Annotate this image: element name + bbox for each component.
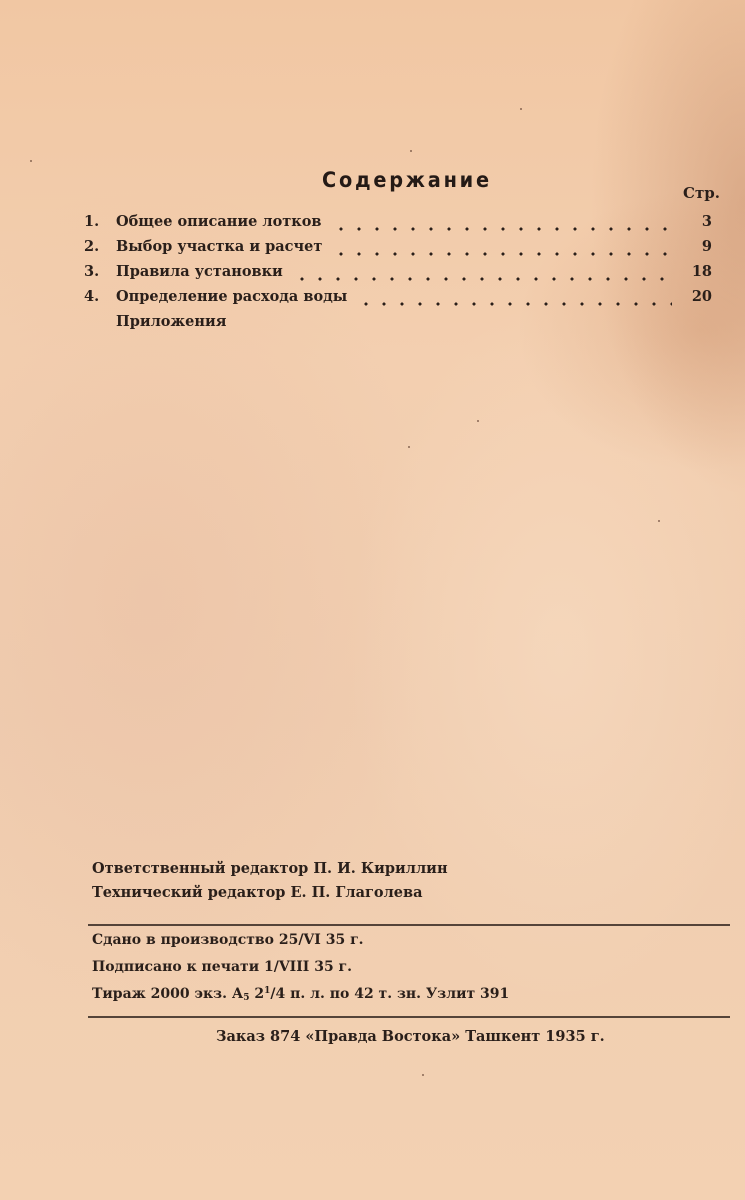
toc-page-column-header: Стр. [683, 184, 720, 202]
format-subscript: 5 [243, 993, 250, 1003]
toc-entry-label: Правила установки [116, 263, 283, 280]
print-run-suffix: п. л. по 42 т. зн. Узлит 391 [285, 986, 510, 1002]
signed-to-print: Подписано к печати 1/VIII 35 г. [92, 959, 353, 975]
toc-entry-page: 3 [701, 213, 712, 230]
toc-entry-page: 18 [691, 263, 712, 280]
paper-speck [658, 520, 660, 522]
toc-entry-number: 3. [84, 263, 100, 280]
toc-entry-label: Определение расхода воды [116, 288, 348, 305]
technical-editor: Технический редактор Е. П. Глаголева [92, 884, 423, 901]
paper-speck [477, 420, 479, 422]
toc-entry-number: 1. [84, 213, 100, 230]
toc-entry [84, 288, 712, 313]
paper-speck [30, 160, 32, 162]
toc-entry [84, 213, 712, 238]
toc-entry-number: 2. [84, 238, 100, 255]
order-line: Заказ 874 «Правда Востока» Ташкент 1935 г. [216, 1028, 605, 1045]
dot-leader [332, 252, 672, 256]
dot-leader [293, 277, 672, 281]
print-run [92, 986, 509, 1013]
toc-entry-number: 4. [84, 288, 100, 305]
sheets-fraction-numerator: 1 [264, 986, 271, 996]
sheets-whole: 2 [249, 986, 265, 1002]
toc-list [84, 213, 712, 338]
sheets-fraction-denominator: /4 [270, 986, 286, 1002]
toc-entry-label: Выбор участка и расчет [116, 238, 323, 255]
paper-speck [422, 1074, 424, 1076]
imprint-editors [92, 860, 448, 908]
toc-title: Содержание [322, 168, 492, 192]
paper-speck [520, 108, 522, 110]
toc-entry-label: Приложения [116, 313, 227, 330]
print-run-prefix: Тираж 2000 экз. А [92, 986, 244, 1002]
sent-to-production: Сдано в производство 25/VI 35 г. [92, 932, 364, 948]
toc-entry [84, 313, 712, 338]
toc-entry-label: Общее описание лотков [116, 213, 322, 230]
divider-rule [88, 924, 730, 926]
production-details [92, 932, 509, 1013]
toc-entry-page: 9 [701, 238, 712, 255]
paper-speck [410, 150, 412, 152]
dot-leader [332, 227, 673, 231]
responsible-editor: Ответственный редактор П. И. Кириллин [92, 860, 448, 877]
toc-entry [84, 263, 712, 288]
toc-entry [84, 238, 712, 263]
paper-speck [408, 446, 410, 448]
dot-leader [357, 302, 672, 306]
toc-entry-page: 20 [691, 288, 712, 305]
divider-rule [88, 1016, 730, 1018]
